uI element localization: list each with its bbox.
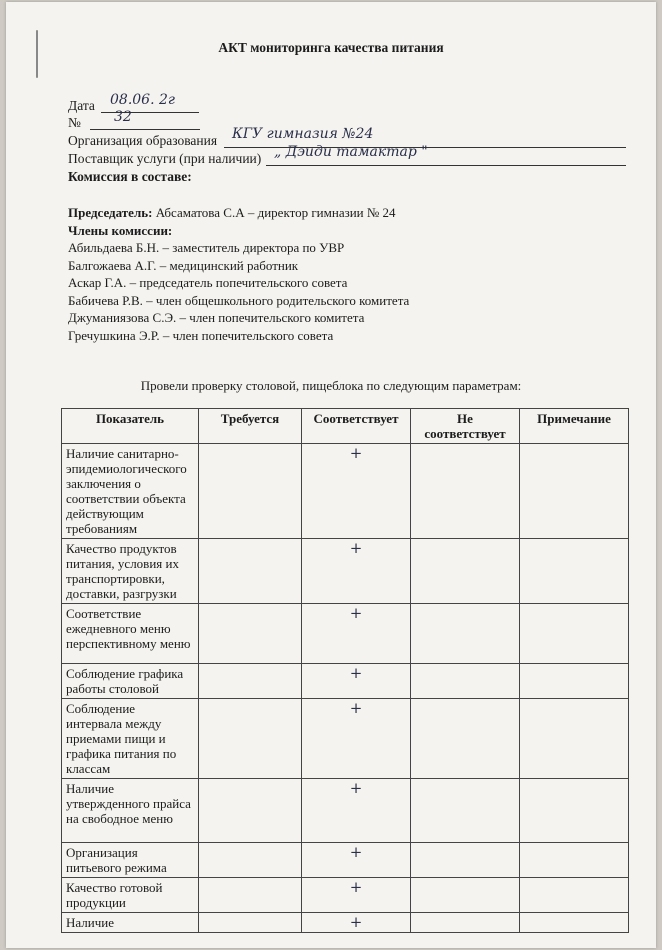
required-cell (199, 913, 302, 933)
complies-mark: + (302, 604, 411, 664)
members-label: Члены комиссии: (68, 222, 173, 238)
not-complies-cell (411, 444, 520, 539)
indicator-cell: Качество продуктов питания, условия их транспортировки, доставки, разгрузки (62, 539, 199, 604)
complies-mark: + (302, 444, 411, 539)
not-complies-cell (411, 604, 520, 664)
member-item: Джуманиязова С.Э. – член попечительского комитета (68, 310, 365, 325)
member-item: Аскар Г.А. – председатель попечительского совета (68, 275, 348, 290)
note-cell (520, 604, 629, 664)
chair-label: Председатель: (68, 205, 153, 220)
table-row (62, 539, 629, 604)
not-complies-cell (411, 913, 520, 933)
number-value: 32 (114, 109, 132, 125)
complies-mark: + (302, 878, 411, 913)
note-cell (520, 878, 629, 913)
complies-mark: + (302, 664, 411, 699)
member-item: Бабичева Р.В. – член общешкольного родительского комитета (68, 292, 410, 308)
organization-value: КГУ гимназия №24 (232, 126, 374, 142)
note-cell (520, 699, 629, 779)
date-value: 08.06. 2г (110, 92, 175, 108)
table-row (62, 664, 629, 699)
complies-mark: + (302, 913, 411, 933)
note-cell (520, 664, 629, 699)
column-header: Примечание (520, 409, 629, 444)
indicator-cell: Организация питьевого режима (62, 843, 199, 878)
note-cell (520, 913, 629, 933)
member-item: Балгожаева А.Г. – медицинский работник (68, 257, 299, 273)
complies-mark: + (302, 843, 411, 878)
not-complies-cell (411, 539, 520, 604)
inspection-table (61, 408, 629, 933)
table-row (62, 699, 629, 779)
chair-line (68, 204, 409, 222)
indicator-cell: Соответствие ежедневного меню перспективному меню (62, 604, 199, 664)
note-cell (520, 779, 629, 843)
column-header: Не соответствует (411, 409, 520, 444)
not-complies-cell (411, 699, 520, 779)
organization-label: Организация образования (68, 133, 218, 148)
complies-mark: + (302, 699, 411, 779)
complies-mark: + (302, 779, 411, 843)
table-row (62, 444, 629, 539)
required-cell (199, 539, 302, 604)
document-page (6, 2, 656, 948)
table-row (62, 843, 629, 878)
number-label: № (68, 115, 81, 130)
table-row (62, 779, 629, 843)
not-complies-cell (411, 843, 520, 878)
complies-mark: + (302, 539, 411, 604)
indicator-cell: Качество готовой продукции (62, 878, 199, 913)
date-label: Дата (68, 98, 95, 113)
column-header: Соответствует (302, 409, 411, 444)
table-header-row (62, 409, 629, 444)
required-cell (199, 779, 302, 843)
commission-label: Комиссия в составе: (68, 169, 192, 184)
column-header: Показатель (62, 409, 199, 444)
not-complies-cell (411, 664, 520, 699)
number-line (90, 115, 200, 130)
supplier-label: Поставщик услуги (при наличии) (68, 151, 262, 166)
note-cell (520, 444, 629, 539)
required-cell (199, 604, 302, 664)
indicator-cell: Наличие (62, 913, 199, 933)
column-header: Требуется (199, 409, 302, 444)
commission-list (68, 204, 409, 344)
chair-value: Абсаматова С.А – директор гимназии № 24 (155, 205, 396, 220)
not-complies-cell (411, 878, 520, 913)
indicator-cell: Соблюдение интервала между приемами пищи и графика питания по классам (62, 699, 199, 779)
required-cell (199, 444, 302, 539)
indicator-cell: Наличие санитарно-эпидемиологического заключения о соответствии объекта действующим требованиям (62, 444, 199, 539)
note-cell (520, 539, 629, 604)
note-cell (520, 843, 629, 878)
required-cell (199, 664, 302, 699)
indicator-cell: Соблюдение графика работы столовой (62, 664, 199, 699)
indicator-cell: Наличие утвержденного прайса на свободное меню (62, 779, 199, 843)
member-item: Абильдаева Б.Н. – заместитель директора по УВР (68, 240, 345, 255)
inspection-intro: Провели проверку столовой, пищеблока по следующим параметрам: (140, 378, 522, 393)
table-row (62, 604, 629, 664)
table-row (62, 913, 629, 933)
required-cell (199, 878, 302, 913)
required-cell (199, 843, 302, 878)
required-cell (199, 699, 302, 779)
document-title: АКТ мониторинга качества питания (218, 40, 444, 55)
member-item: Гречушкина Э.Р. – член попечительского совета (68, 327, 334, 343)
not-complies-cell (411, 779, 520, 843)
supplier-value: „ Дэиди тамактар " (274, 144, 428, 160)
table-row (62, 878, 629, 913)
